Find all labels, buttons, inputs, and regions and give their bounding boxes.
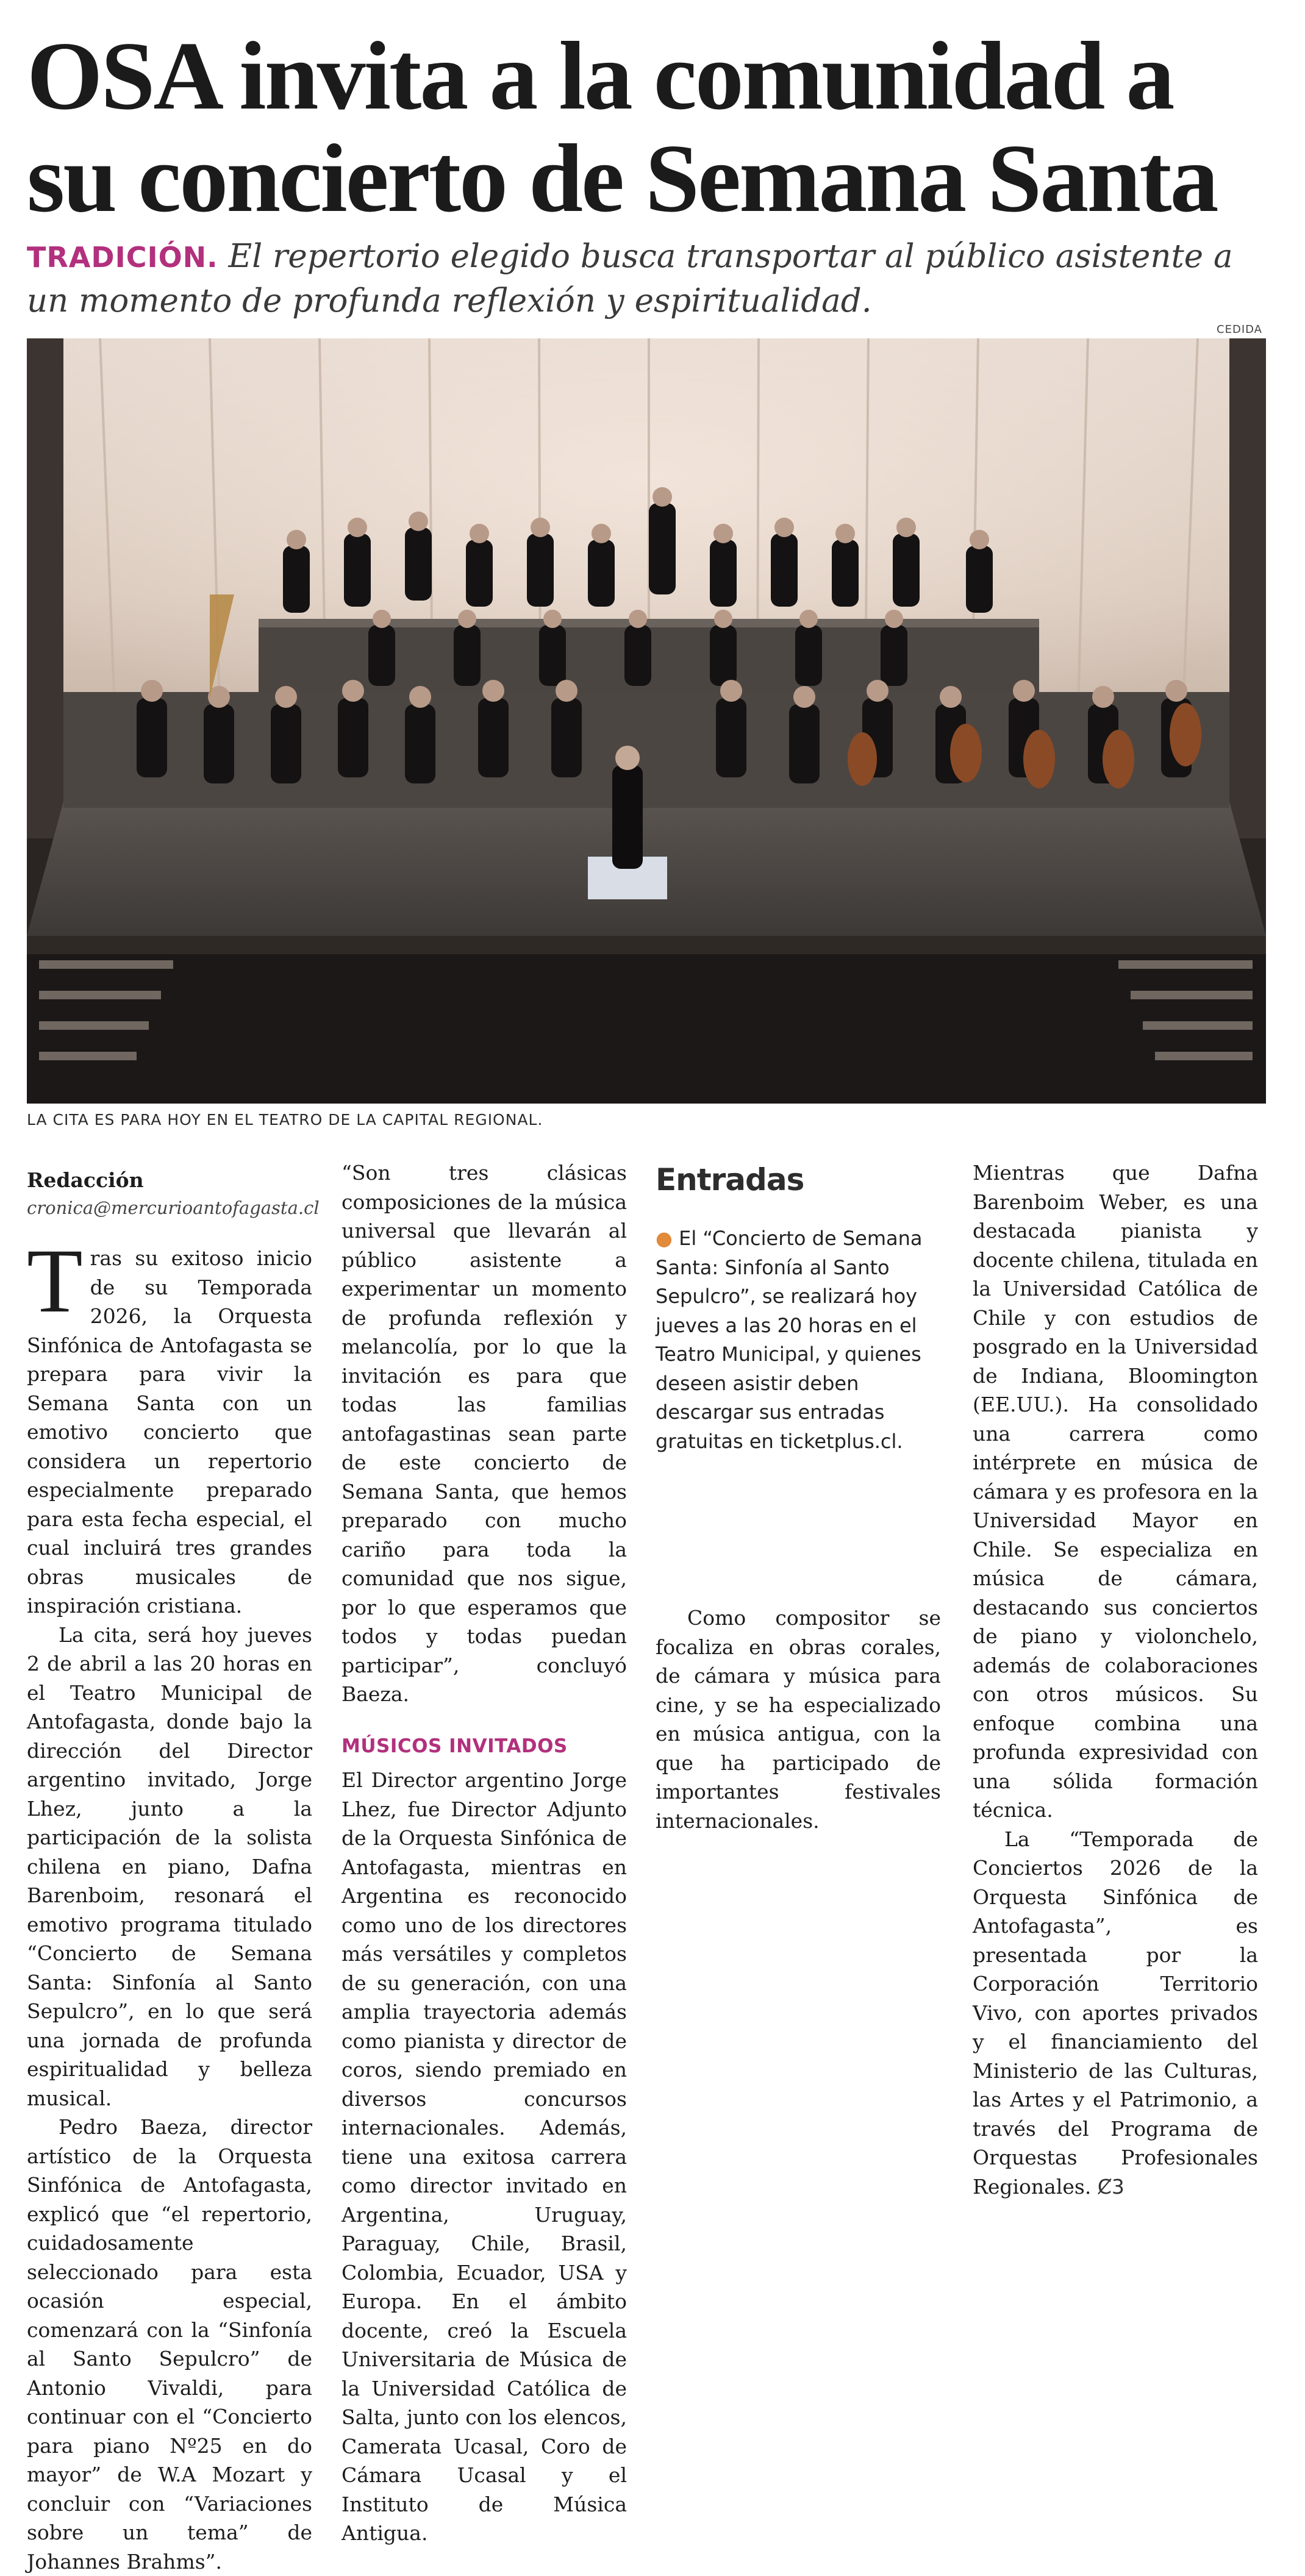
deck-text: El repertorio elegido busca transportar al público asistente a un momento de profunda reflexión y espiritualidad. xyxy=(27,238,1233,319)
photo-credit: CEDIDA xyxy=(1217,323,1262,336)
deck-kicker: TRADICIÓN. xyxy=(27,241,218,274)
drop-cap: T xyxy=(27,1230,83,1332)
article-column-4 xyxy=(973,1158,1258,2201)
paragraph-temporada-text: La “Temporada de Conciertos 2026 de la Orquesta Sinfónica de Antofagasta”, es presentada por la Corporación Territorio Vivo, con aportes privados y el financiamiento del Ministerio de las Culturas, las Artes y el Patrimonio, a través del Programa de Orquestas Profesionales Regionales. xyxy=(973,1827,1258,2199)
bullet-icon: ● xyxy=(656,1227,673,1250)
paragraph-quote: “Son tres clásicas composiciones de la música universal que llevarán al público asistente a experimentar un momento de profunda reflexión y melancolía, por lo que la invitación es para que todas las familias antofagastinas sean parte de este concierto de Semana Santa, que hemos preparado con mucho cariño para toda la comunidad que nos sigue, por lo que esperamos que todos y todas puedan participar”, concluyó Baeza. xyxy=(341,1161,627,1706)
entradas-box xyxy=(656,1158,941,1456)
entradas-title: Entradas xyxy=(656,1162,804,1197)
article-column-1 xyxy=(27,1158,320,2576)
article-column-3 xyxy=(656,1604,941,1835)
orchestra-photo xyxy=(27,338,1266,1104)
photo-caption: LA CITA ES PARA HOY EN EL TEATRO DE LA CAPITAL REGIONAL. xyxy=(27,1111,543,1129)
paragraph-baeza: Pedro Baeza, director artístico de la Orquesta Sinfónica de Antofagasta, explicó que “el repertorio, cuidadosamente seleccionado para esta ocasión especial, comenzará con la “Sinfonía al Santo Sepulcro” de Antonio Vivaldi, para continuar con el “Concierto para piano Nº25 en do mayor” de W.A Mozart y concluir con “Variaciones sobre un tema” de Johannes Brahms”. xyxy=(27,2115,312,2574)
paragraph-lhez: El Director argentino Jorge Lhez, fue Director Adjunto de la Orquesta Sinfónica de Antofagasta, mientras en Argentina es reconocido como uno de los directores más versátiles y completos de su generación, con una amplia trayectoria además como pianista y director de coros, siendo premiado en diversos concursos internacionales. Además, tiene una exitosa carrera como director invitado en Argentina, Uruguay, Paraguay, Chile, Brasil, Colombia, Ecuador, USA y Europa. En el ámbito docente, creó la Escuela Universitaria de Música de la Universidad Católica de Salta, junto con los elencos, Camerata Ucasal, Coro de Cámara Ucasal y el Instituto de Música Antigua. xyxy=(341,1768,627,2545)
entradas-text xyxy=(656,1224,941,1456)
end-mark-icon: Ȼ3 xyxy=(1097,2174,1124,2199)
byline-email: cronica@mercurioantofagasta.cl xyxy=(27,1197,320,1218)
paragraph-intro xyxy=(27,1230,312,1621)
paragraph-intro-text: ras su exitoso inicio de su Temporada 2026, la Orquesta Sinfónica de Antofagasta se prepara para vivir la Semana Santa con un emotivo concierto que considera un repertorio especialmente preparado para esta fecha especial, el cual incluirá tres grandes obras musicales de inspiración cristiana. xyxy=(27,1246,312,1618)
subhead-musicos: MÚSICOS INVITADOS xyxy=(341,1735,568,1757)
entradas-body: El “Concierto de Semana Santa: Sinfonía al Santo Sepulcro”, se realizará hoy jueves a las 20 horas en el Teatro Municipal, y quienes deseen asistir deben descargar sus entradas gratuitas en ticketplus.cl. xyxy=(656,1227,923,1453)
byline-author: Redacción xyxy=(27,1168,144,1192)
orchestra-photo-illustration xyxy=(27,338,1266,1104)
paragraph-barenboim: Mientras que Dafna Barenboim Weber, es una destacada pianista y docente chilena, titulada en la Universidad Católica de Chile y con estudios de posgrado en la Universidad de Indiana, Bloomington (EE.UU.). Ha consolidado una carrera como intérprete en música de cámara y es profesora en la Universidad Mayor en Chile. Se especializa en música de cámara, destacando sus conciertos de piano y violonchelo, además de colaboraciones con otros músicos. Su enfoque combina una profunda expresividad con una sólida formación técnica. xyxy=(973,1161,1258,1822)
paragraph-temporada xyxy=(973,1825,1258,2202)
paragraph-compositor: Como compositor se focaliza en obras corales, de cámara y música para cine, y se ha especializado en música antigua, con la que ha participado de importantes festivales internacionales. xyxy=(656,1606,941,1833)
headline: OSA invita a la comunidad a su concierto de Semana Santa xyxy=(27,21,1217,232)
deck xyxy=(27,235,1271,323)
paragraph-date: La cita, será hoy jueves 2 de abril a las 20 horas en el Teatro Municipal de Antofagasta, donde bajo la dirección del Director argentino invitado, Jorge Lhez, junto a la participación de la solista chilena en piano, Dafna Barenboim, resonará el emotivo programa titulado “Concierto de Semana Santa: Sinfonía al Santo Sepulcro”, en lo que será una jornada de profunda espiritualidad y belleza musical. xyxy=(27,1622,312,2110)
article-column-2 xyxy=(341,1158,627,2548)
